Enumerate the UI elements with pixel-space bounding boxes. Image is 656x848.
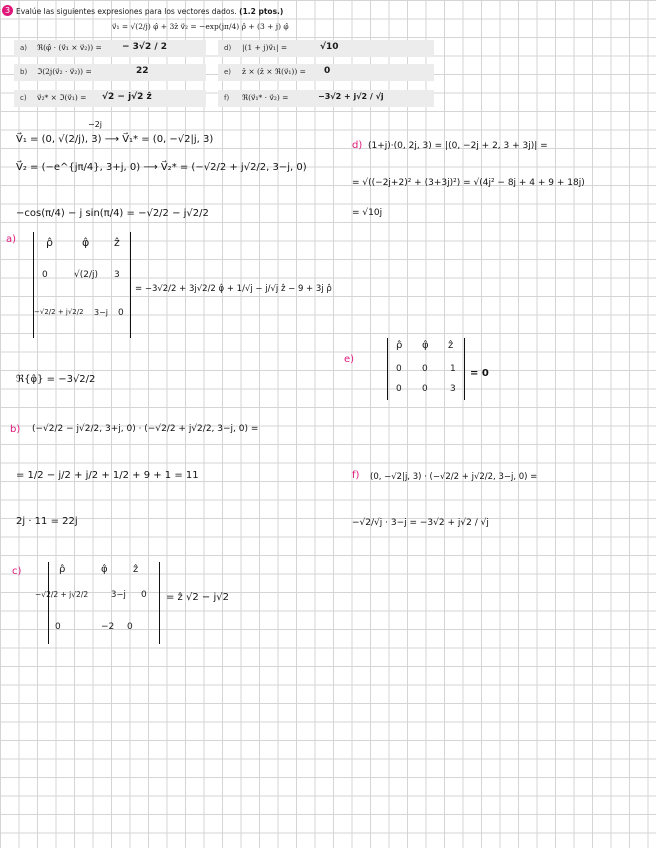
work-e-header-rho: ρ̂ [396, 340, 403, 351]
work-a-row1-c1: 0 [42, 270, 48, 280]
work-a-header-rho: ρ̂ [46, 236, 53, 249]
question-expr-b: ℑ(2j(v⃗₂ · v⃗₂)) = [37, 67, 92, 76]
work-c-header-rho: ρ̂ [59, 564, 66, 575]
work-d-line3: = √10j [352, 208, 383, 218]
work-a-determinant [33, 232, 131, 338]
work-b-line3: 2j · 11 = 22j [16, 516, 78, 527]
work-a-header-z: ẑ [114, 236, 120, 249]
answer-f: −3√2 + j√2 / √j [318, 92, 384, 101]
work-a-result: = −3√2/2 + 3j√2/2 φ̂ + 1/√j − j/√j ẑ − 9 + 3j ρ̂ [135, 284, 332, 294]
work-b-line2: = 1/2 − j/2 + j/2 + 1/2 + 9 + 1 = 11 [16, 470, 199, 481]
euler-expansion-line: −cos(π/4) − j sin(π/4) = −√2/2 − j√2/2 [16, 208, 209, 219]
instruction-label: Evalúe las siguientes expresiones para los vectores dados. [16, 7, 237, 16]
question-label-a: a) [20, 44, 28, 52]
question-expr-a: ℜ(φ̂ · (v⃗₁ × v⃗₂)) = [37, 43, 102, 52]
question-label-b: b) [20, 68, 28, 76]
work-a-row2-c3: 0 [118, 308, 124, 318]
question-expr-e: ẑ × (ẑ × ℜ(v⃗₁)) = [242, 67, 306, 76]
work-c-row1-c3: 0 [141, 590, 147, 600]
v1-exponent-note: −2j [88, 120, 103, 129]
work-f-line1: (0, −√2|j, 3) · (−√2/2 + j√2/2, 3−j, 0) = [370, 472, 538, 482]
v1-conjugate-line: V⃗₁ = (0, √(2/j), 3) ⟶ V⃗₁* = (0, −√2|j, 3) [16, 134, 214, 145]
question-expr-f: ℜ(v⃗₁* · v⃗₂) = [242, 93, 289, 102]
work-b-line1: (−√2/2 − j√2/2, 3+j, 0) · (−√2/2 + j√2/2, 3−j, 0) = [32, 424, 259, 434]
question-expr-d: |(1 + j)v⃗₁| = [242, 43, 288, 52]
work-e-header-phi: φ̂ [422, 340, 429, 351]
answer-c: √2 − j√2 ẑ [102, 92, 152, 102]
work-d-line2: = √((−2j+2)² + (3+3j)²) = √(4j² − 8j + 4 + 9 + 18j) [352, 178, 585, 188]
work-f-line2: −√2/√j · 3−j = −3√2 + j√2 / √j [352, 518, 489, 528]
question-label-f: f) [224, 94, 230, 102]
work-a-header-phi: φ̂ [82, 236, 90, 249]
work-b-label: b) [10, 424, 21, 435]
work-e-row2-c3: 3 [450, 384, 456, 394]
instruction-text [16, 7, 283, 16]
work-c-label: c) [12, 566, 22, 577]
question-label-e: e) [224, 68, 232, 76]
work-e-determinant [387, 338, 465, 400]
work-a-label: a) [6, 234, 17, 245]
work-a-row1-c3: 3 [114, 270, 120, 280]
work-d-label: d) [352, 140, 363, 151]
work-c-row1-c1: −√2/2 + j√2/2 [35, 590, 89, 599]
answer-a: − 3√2 / 2 [122, 42, 168, 52]
answer-d: √10 [320, 42, 339, 52]
work-e-header-z: ẑ [448, 340, 454, 351]
work-c-row1-c2: 3−j [111, 590, 126, 600]
work-e-row1-c1: 0 [396, 364, 402, 374]
work-f-label: f) [352, 470, 360, 481]
v2-conjugate-line: V⃗₂ = (−e^{jπ/4}, 3+j, 0) ⟶ V⃗₂* = (−√2/2 + j√2/2, 3−j, 0) [16, 162, 307, 173]
work-d-line1: (1+j)·(0, 2j, 3) = |(0, −2j + 2, 3 + 3j)| = [368, 141, 548, 151]
work-c-row2-c1: 0 [55, 622, 61, 632]
work-c-row2-c3: 0 [127, 622, 133, 632]
work-e-row1-c3: 1 [450, 364, 456, 374]
question-label-c: c) [20, 94, 27, 102]
points-label: (1.2 ptos.) [239, 7, 284, 16]
work-e-row2-c1: 0 [396, 384, 402, 394]
problem-number-badge: 3 [2, 5, 13, 16]
work-c-header-phi: φ̂ [101, 564, 108, 575]
answer-e: 0 [324, 66, 331, 76]
work-e-row2-c2: 0 [422, 384, 428, 394]
work-e-result: = 0 [470, 368, 489, 379]
work-c-header-z: ẑ [133, 564, 139, 575]
answer-b: 22 [136, 66, 149, 76]
question-label-d: d) [224, 44, 232, 52]
question-expr-c: v⃗₂* × ℑ(v⃗₁) = [37, 93, 87, 102]
work-c-row2-c2: −2 [101, 622, 115, 632]
work-a-row2-c2: 3−j [94, 308, 109, 317]
work-a-row2-c1: −√2/2 + j√2/2 [34, 308, 84, 316]
work-e-row1-c2: 0 [422, 364, 428, 374]
work-e-label: e) [344, 354, 355, 365]
work-c-result: = ẑ √2 − j√2 [166, 592, 229, 603]
work-a-row1-c2: √(2/j) [74, 270, 99, 280]
vectors-definition: v⃗₁ = √(2/j) φ̂ + 3ẑ v⃗₂ = −exp(jπ/4) ρ̂ + (3 + j) φ̂ [112, 22, 289, 31]
work-a-final: ℜ{φ̂} = −3√2/2 [16, 374, 96, 385]
work-c-determinant [35, 562, 160, 644]
